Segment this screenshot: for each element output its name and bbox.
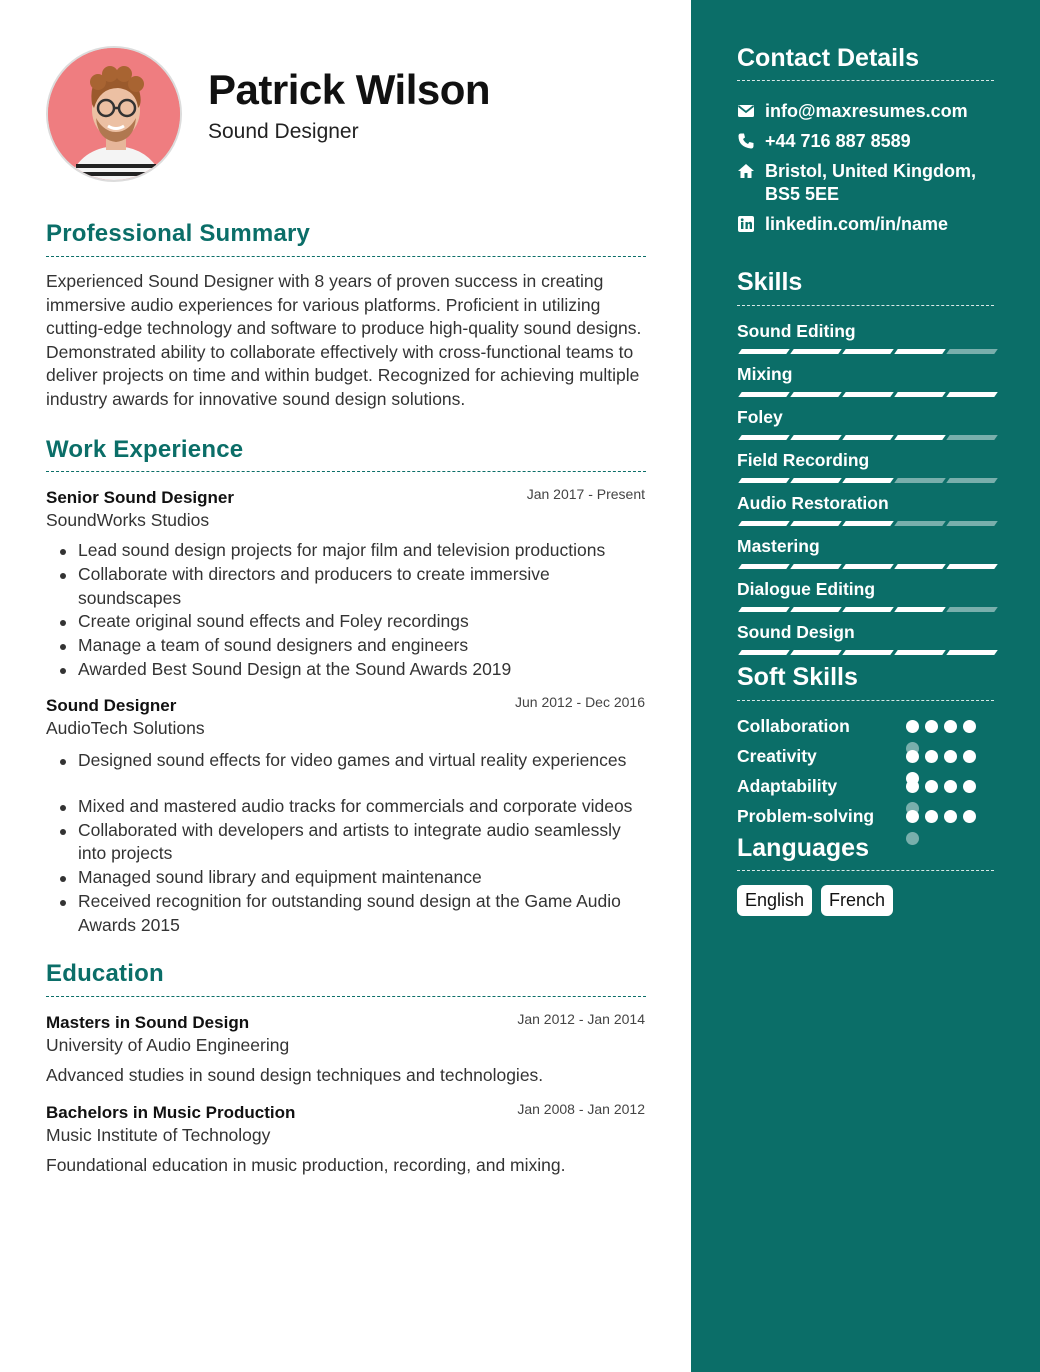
soft-skill-name: Adaptability bbox=[737, 776, 838, 796]
soft-skill-dot bbox=[906, 750, 919, 763]
school-name: Music Institute of Technology bbox=[46, 1125, 271, 1145]
divider bbox=[46, 996, 646, 997]
linkedin-text: linkedin.com/in/name bbox=[765, 214, 949, 234]
candidate-role: Sound Designer bbox=[208, 120, 359, 143]
skill-level-segment bbox=[946, 435, 998, 440]
job-company: AudioTech Solutions bbox=[46, 718, 205, 738]
skill-level-segment bbox=[790, 521, 842, 526]
list-item: Received recognition for outstanding sound design at the Game Audio Awards 2015 bbox=[78, 890, 650, 938]
skill-name: Mastering bbox=[737, 536, 820, 556]
soft-skill-dot bbox=[906, 832, 919, 845]
skills-heading: Skills bbox=[737, 268, 803, 296]
skill-level-segment bbox=[790, 435, 842, 440]
contact-address bbox=[737, 160, 1002, 206]
divider bbox=[737, 870, 994, 871]
summary-text: Experienced Sound Designer with 8 years of proven success in creating immersive audio experiences for various platforms. Proficient in utilizing cutting-edge technology and software to produce high-quality sound designs. Demonstrated ability to collaborate effectively with cross-functional teams to deliver projects on time and within budget. Recognized for achieving multiple industry awards for innovative sound design solutions. bbox=[46, 271, 642, 409]
skill-level-segment bbox=[738, 607, 790, 612]
home-icon bbox=[737, 162, 755, 180]
soft-skill-dot bbox=[963, 720, 976, 733]
skill-level-segment bbox=[946, 564, 998, 569]
soft-skill-dot bbox=[944, 720, 957, 733]
skill-level-segment bbox=[894, 478, 946, 483]
summary-heading: Professional Summary bbox=[46, 220, 311, 247]
skill-level-segment bbox=[894, 349, 946, 354]
skill-level-segment bbox=[894, 564, 946, 569]
list-item: Designed sound effects for video games and virtual reality experiences bbox=[78, 749, 650, 773]
job-title: Sound Designer bbox=[46, 696, 177, 715]
skill-level-segment bbox=[790, 349, 842, 354]
soft-skill-dot bbox=[963, 750, 976, 763]
skill-level-segment bbox=[894, 392, 946, 397]
divider bbox=[46, 256, 646, 257]
skill-level-bar bbox=[737, 564, 994, 571]
skill-level-segment bbox=[790, 607, 842, 612]
skill-level-segment bbox=[946, 478, 998, 483]
soft-skill-name: Problem-solving bbox=[737, 806, 875, 826]
skill-name: Mixing bbox=[737, 364, 793, 384]
skill-level-segment bbox=[946, 392, 998, 397]
list-item: Collaborate with directors and producers to create immersive soundscapes bbox=[78, 563, 650, 611]
degree-description: Foundational education in music production, recording, and mixing. bbox=[46, 1155, 566, 1175]
skill-level-segment bbox=[738, 521, 790, 526]
sidebar bbox=[691, 0, 1040, 1372]
skill-level-segment bbox=[894, 521, 946, 526]
candidate-name: Patrick Wilson bbox=[208, 66, 491, 113]
skill-level-segment bbox=[790, 564, 842, 569]
list-item: Lead sound design projects for major film and television productions bbox=[78, 539, 650, 563]
job-title: Senior Sound Designer bbox=[46, 488, 234, 507]
list-item: Awarded Best Sound Design at the Sound Awards 2019 bbox=[78, 658, 650, 682]
list-item: Create original sound effects and Foley recordings bbox=[78, 610, 650, 634]
skill-level-segment bbox=[842, 349, 894, 354]
envelope-icon bbox=[737, 102, 755, 120]
school-name: University of Audio Engineering bbox=[46, 1035, 290, 1055]
education-heading: Education bbox=[46, 960, 164, 987]
address-text: Bristol, United Kingdom, BS5 5EE bbox=[765, 161, 976, 204]
skill-level-segment bbox=[790, 392, 842, 397]
soft-skill-name: Collaboration bbox=[737, 716, 850, 736]
skill-name: Sound Editing bbox=[737, 321, 856, 341]
divider bbox=[737, 305, 994, 306]
degree-date: Jan 2012 - Jan 2014 bbox=[517, 1011, 645, 1027]
skill-level-bar bbox=[737, 349, 994, 356]
language-tag: French bbox=[821, 885, 893, 916]
job-company: SoundWorks Studios bbox=[46, 510, 210, 530]
soft-skill-dot bbox=[944, 780, 957, 793]
skill-level-segment bbox=[842, 607, 894, 612]
divider bbox=[46, 471, 646, 472]
skill-level-segment bbox=[738, 564, 790, 569]
phone-text: +44 716 887 8589 bbox=[765, 131, 911, 151]
list-item: Collaborated with developers and artists to integrate audio seamlessly into projects bbox=[78, 819, 650, 867]
divider bbox=[737, 80, 994, 81]
soft-skill-dot bbox=[925, 810, 938, 823]
soft-skill-dot bbox=[925, 720, 938, 733]
contact-phone[interactable] bbox=[737, 130, 1002, 153]
skill-level-segment bbox=[738, 435, 790, 440]
divider bbox=[737, 700, 994, 701]
skill-name: Field Recording bbox=[737, 450, 870, 470]
linkedin-icon bbox=[737, 215, 755, 233]
skill-name: Dialogue Editing bbox=[737, 579, 876, 599]
job-bullets bbox=[78, 749, 650, 938]
phone-icon bbox=[737, 132, 755, 150]
contact-heading: Contact Details bbox=[737, 44, 919, 72]
skill-level-segment bbox=[946, 521, 998, 526]
skill-level-segment bbox=[946, 650, 998, 655]
skill-level-segment bbox=[842, 564, 894, 569]
job-bullets bbox=[78, 539, 650, 682]
languages-heading: Languages bbox=[737, 834, 869, 862]
skill-level-segment bbox=[894, 607, 946, 612]
skill-level-segment bbox=[842, 650, 894, 655]
skill-level-segment bbox=[842, 478, 894, 483]
skill-level-segment bbox=[842, 521, 894, 526]
degree-title: Bachelors in Music Production bbox=[46, 1103, 296, 1122]
skill-level-segment bbox=[842, 435, 894, 440]
language-tag: English bbox=[737, 885, 812, 916]
contact-linkedin[interactable] bbox=[737, 213, 1002, 236]
soft-skills-heading: Soft Skills bbox=[737, 663, 858, 691]
skill-level-bar bbox=[737, 650, 994, 657]
soft-skill-dot bbox=[925, 780, 938, 793]
skill-level-segment bbox=[894, 650, 946, 655]
skill-level-segment bbox=[738, 349, 790, 354]
skill-level-segment bbox=[842, 392, 894, 397]
skill-level-segment bbox=[946, 349, 998, 354]
soft-skill-dot bbox=[963, 810, 976, 823]
degree-title: Masters in Sound Design bbox=[46, 1013, 250, 1032]
experience-heading: Work Experience bbox=[46, 436, 244, 463]
skill-name: Sound Design bbox=[737, 622, 855, 642]
skill-level-segment bbox=[790, 650, 842, 655]
soft-skill-dot bbox=[906, 720, 919, 733]
skill-name: Foley bbox=[737, 407, 783, 427]
list-item: Managed sound library and equipment maintenance bbox=[78, 866, 650, 890]
soft-skill-dot bbox=[944, 750, 957, 763]
list-item: Manage a team of sound designers and engineers bbox=[78, 634, 650, 658]
skill-level-bar bbox=[737, 521, 994, 528]
contact-email[interactable] bbox=[737, 100, 1002, 123]
soft-skill-dot bbox=[963, 780, 976, 793]
skill-level-segment bbox=[738, 650, 790, 655]
soft-skill-name: Creativity bbox=[737, 746, 817, 766]
profile-photo bbox=[46, 46, 182, 182]
skill-level-segment bbox=[790, 478, 842, 483]
skill-level-bar bbox=[737, 392, 994, 399]
skill-level-segment bbox=[946, 607, 998, 612]
degree-date: Jan 2008 - Jan 2012 bbox=[517, 1101, 645, 1117]
job-date: Jan 2017 - Present bbox=[526, 486, 645, 502]
soft-skill-dot bbox=[925, 750, 938, 763]
skill-level-bar bbox=[737, 607, 994, 614]
skill-level-segment bbox=[738, 392, 790, 397]
degree-description: Advanced studies in sound design techniques and technologies. bbox=[46, 1065, 544, 1085]
skill-level-bar bbox=[737, 435, 994, 442]
soft-skill-dot bbox=[906, 810, 919, 823]
email-text: info@maxresumes.com bbox=[765, 101, 968, 121]
job-date: Jun 2012 - Dec 2016 bbox=[515, 694, 645, 710]
skill-level-segment bbox=[738, 478, 790, 483]
soft-skill-dot bbox=[906, 780, 919, 793]
skill-level-segment bbox=[894, 435, 946, 440]
list-item: Mixed and mastered audio tracks for commercials and corporate videos bbox=[78, 795, 650, 819]
skill-name: Audio Restoration bbox=[737, 493, 889, 513]
soft-skill-dot bbox=[944, 810, 957, 823]
skill-level-bar bbox=[737, 478, 994, 485]
